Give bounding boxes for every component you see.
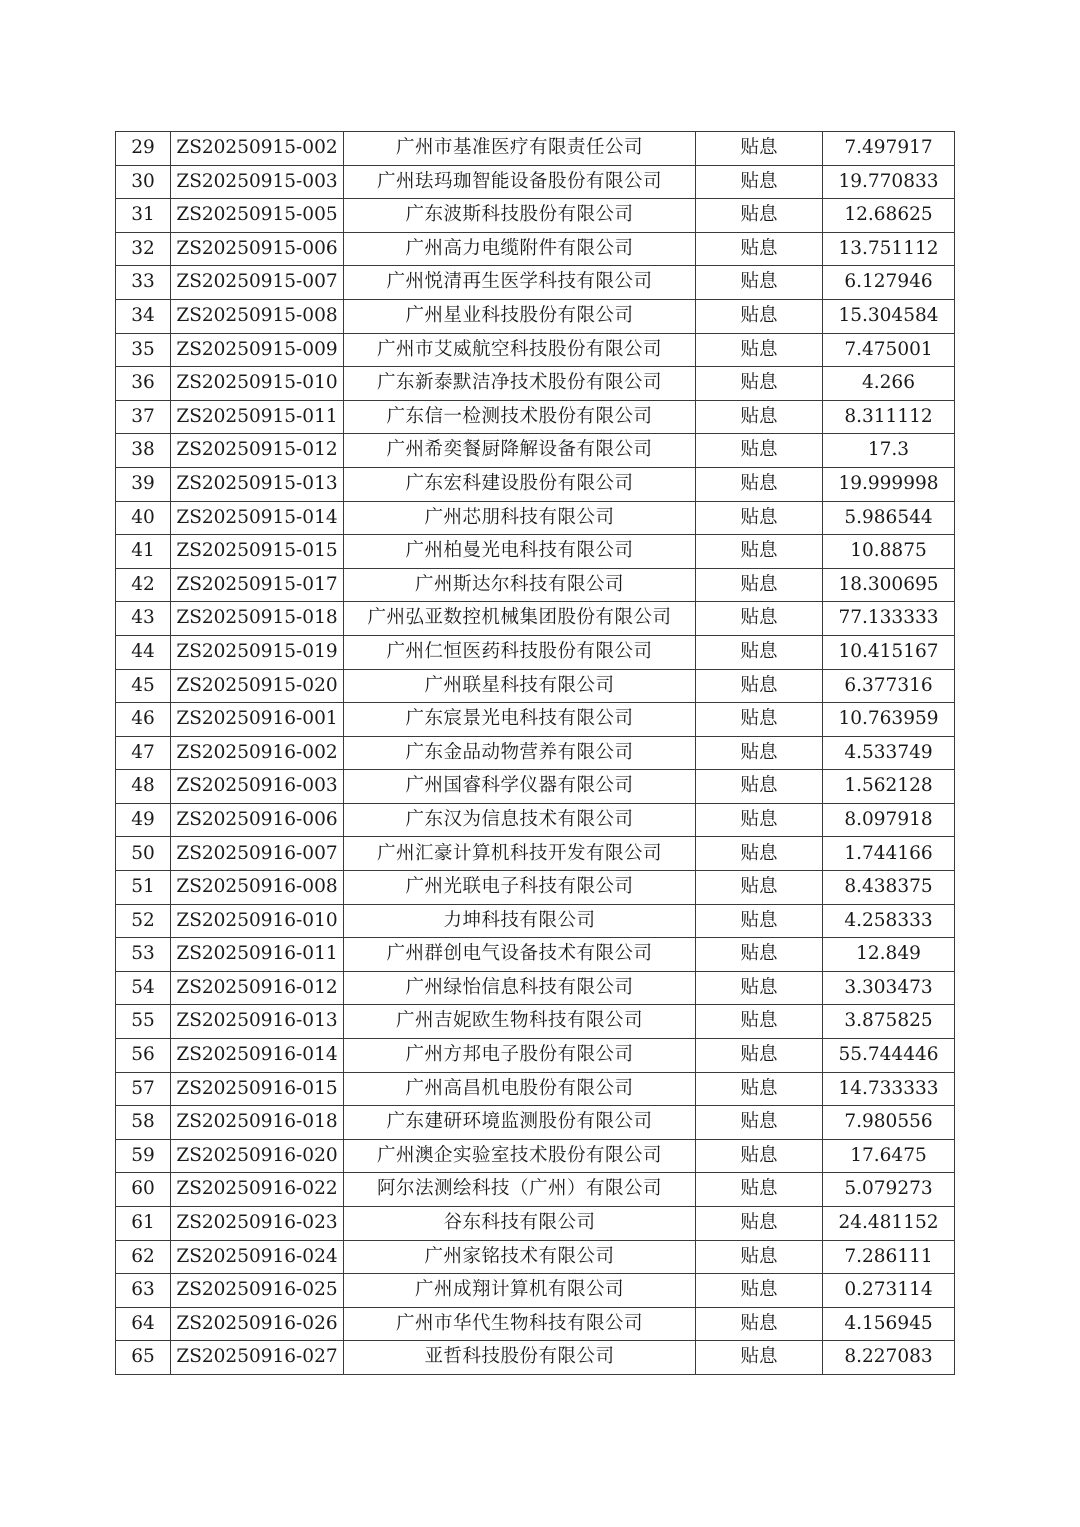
table-row xyxy=(116,602,955,636)
amount-cell: 8.438375 xyxy=(823,871,955,905)
project-code-cell: ZS20250915-007 xyxy=(171,266,344,300)
table-row xyxy=(116,1207,955,1241)
row-number-cell: 44 xyxy=(116,635,171,669)
row-number-cell: 31 xyxy=(116,199,171,233)
table-row xyxy=(116,266,955,300)
project-code-cell: ZS20250915-002 xyxy=(171,132,344,166)
subsidy-type-cell: 贴息 xyxy=(696,367,823,401)
row-number-cell: 64 xyxy=(116,1307,171,1341)
subsidy-type-cell: 贴息 xyxy=(696,165,823,199)
subsidy-type-cell: 贴息 xyxy=(696,1307,823,1341)
row-number-cell: 52 xyxy=(116,904,171,938)
subsidy-type-cell: 贴息 xyxy=(696,467,823,501)
table-row xyxy=(116,1106,955,1140)
subsidy-type-cell: 贴息 xyxy=(696,232,823,266)
subsidy-type-cell: 贴息 xyxy=(696,669,823,703)
subsidy-type-cell: 贴息 xyxy=(696,1207,823,1241)
project-code-cell: ZS20250915-017 xyxy=(171,568,344,602)
amount-cell: 55.744446 xyxy=(823,1039,955,1073)
table-row xyxy=(116,904,955,938)
project-code-cell: ZS20250916-011 xyxy=(171,938,344,972)
company-name-cell: 广州星业科技股份有限公司 xyxy=(344,299,696,333)
row-number-cell: 49 xyxy=(116,803,171,837)
table-row xyxy=(116,703,955,737)
row-number-cell: 42 xyxy=(116,568,171,602)
table-body xyxy=(116,132,955,1375)
subsidy-type-cell: 贴息 xyxy=(696,1039,823,1073)
project-code-cell: ZS20250916-020 xyxy=(171,1139,344,1173)
subsidy-type-cell: 贴息 xyxy=(696,938,823,972)
amount-cell: 10.8875 xyxy=(823,535,955,569)
table-row xyxy=(116,367,955,401)
amount-cell: 4.258333 xyxy=(823,904,955,938)
amount-cell: 7.497917 xyxy=(823,132,955,166)
table-row xyxy=(116,299,955,333)
company-name-cell: 谷东科技有限公司 xyxy=(344,1207,696,1241)
amount-cell: 7.475001 xyxy=(823,333,955,367)
company-name-cell: 广东信一检测技术股份有限公司 xyxy=(344,400,696,434)
subsidy-type-cell: 贴息 xyxy=(696,703,823,737)
table-row xyxy=(116,1307,955,1341)
table-row xyxy=(116,165,955,199)
amount-cell: 7.286111 xyxy=(823,1240,955,1274)
table-row xyxy=(116,1139,955,1173)
company-name-cell: 广州市艾威航空科技股份有限公司 xyxy=(344,333,696,367)
project-code-cell: ZS20250916-001 xyxy=(171,703,344,737)
row-number-cell: 32 xyxy=(116,232,171,266)
company-name-cell: 广州吉妮欧生物科技有限公司 xyxy=(344,1005,696,1039)
project-code-cell: ZS20250915-009 xyxy=(171,333,344,367)
table-row xyxy=(116,1274,955,1308)
company-name-cell: 广州澳企实验室技术股份有限公司 xyxy=(344,1139,696,1173)
amount-cell: 24.481152 xyxy=(823,1207,955,1241)
company-name-cell: 广州家铭技术有限公司 xyxy=(344,1240,696,1274)
amount-cell: 14.733333 xyxy=(823,1072,955,1106)
project-code-cell: ZS20250915-006 xyxy=(171,232,344,266)
subsidy-type-cell: 贴息 xyxy=(696,904,823,938)
company-name-cell: 广东建研环境监测股份有限公司 xyxy=(344,1106,696,1140)
company-name-cell: 广东金品动物营养有限公司 xyxy=(344,736,696,770)
project-code-cell: ZS20250916-013 xyxy=(171,1005,344,1039)
amount-cell: 17.6475 xyxy=(823,1139,955,1173)
row-number-cell: 53 xyxy=(116,938,171,972)
subsidy-type-cell: 贴息 xyxy=(696,1005,823,1039)
company-name-cell: 广州群创电气设备技术有限公司 xyxy=(344,938,696,972)
table-row xyxy=(116,938,955,972)
project-code-cell: ZS20250916-012 xyxy=(171,971,344,1005)
amount-cell: 6.377316 xyxy=(823,669,955,703)
subsidy-type-cell: 贴息 xyxy=(696,535,823,569)
row-number-cell: 59 xyxy=(116,1139,171,1173)
amount-cell: 4.266 xyxy=(823,367,955,401)
project-code-cell: ZS20250915-011 xyxy=(171,400,344,434)
subsidy-type-cell: 贴息 xyxy=(696,1341,823,1375)
amount-cell: 3.303473 xyxy=(823,971,955,1005)
table-row xyxy=(116,770,955,804)
project-code-cell: ZS20250916-014 xyxy=(171,1039,344,1073)
project-code-cell: ZS20250915-020 xyxy=(171,669,344,703)
subsidy-type-cell: 贴息 xyxy=(696,1072,823,1106)
subsidy-type-cell: 贴息 xyxy=(696,199,823,233)
table-row xyxy=(116,333,955,367)
table-row xyxy=(116,501,955,535)
company-name-cell: 广东汉为信息技术有限公司 xyxy=(344,803,696,837)
row-number-cell: 38 xyxy=(116,434,171,468)
project-code-cell: ZS20250916-007 xyxy=(171,837,344,871)
subsidy-type-cell: 贴息 xyxy=(696,1274,823,1308)
company-name-cell: 广东波斯科技股份有限公司 xyxy=(344,199,696,233)
amount-cell: 13.751112 xyxy=(823,232,955,266)
table-row xyxy=(116,635,955,669)
amount-cell: 1.744166 xyxy=(823,837,955,871)
company-name-cell: 广州仁恒医药科技股份有限公司 xyxy=(344,635,696,669)
amount-cell: 15.304584 xyxy=(823,299,955,333)
company-name-cell: 广州柏曼光电科技有限公司 xyxy=(344,535,696,569)
company-name-cell: 广东新泰默洁净技术股份有限公司 xyxy=(344,367,696,401)
row-number-cell: 57 xyxy=(116,1072,171,1106)
subsidy-type-cell: 贴息 xyxy=(696,266,823,300)
company-name-cell: 广州市基准医疗有限责任公司 xyxy=(344,132,696,166)
subsidy-type-cell: 贴息 xyxy=(696,333,823,367)
amount-cell: 8.311112 xyxy=(823,400,955,434)
project-code-cell: ZS20250916-026 xyxy=(171,1307,344,1341)
company-name-cell: 广州悦清再生医学科技有限公司 xyxy=(344,266,696,300)
subsidy-type-cell: 贴息 xyxy=(696,132,823,166)
company-name-cell: 广东宸景光电科技有限公司 xyxy=(344,703,696,737)
row-number-cell: 51 xyxy=(116,871,171,905)
amount-cell: 18.300695 xyxy=(823,568,955,602)
amount-cell: 10.763959 xyxy=(823,703,955,737)
row-number-cell: 45 xyxy=(116,669,171,703)
project-code-cell: ZS20250916-025 xyxy=(171,1274,344,1308)
project-code-cell: ZS20250916-023 xyxy=(171,1207,344,1241)
project-code-cell: ZS20250915-003 xyxy=(171,165,344,199)
table-row xyxy=(116,871,955,905)
row-number-cell: 39 xyxy=(116,467,171,501)
subsidy-type-cell: 贴息 xyxy=(696,1173,823,1207)
project-code-cell: ZS20250916-022 xyxy=(171,1173,344,1207)
table-row xyxy=(116,199,955,233)
table-row xyxy=(116,132,955,166)
project-code-cell: ZS20250916-010 xyxy=(171,904,344,938)
company-name-cell: 广州方邦电子股份有限公司 xyxy=(344,1039,696,1073)
row-number-cell: 47 xyxy=(116,736,171,770)
company-name-cell: 广州珐玛珈智能设备股份有限公司 xyxy=(344,165,696,199)
subsidy-type-cell: 贴息 xyxy=(696,971,823,1005)
subsidy-type-cell: 贴息 xyxy=(696,501,823,535)
amount-cell: 6.127946 xyxy=(823,266,955,300)
project-code-cell: ZS20250915-019 xyxy=(171,635,344,669)
project-code-cell: ZS20250915-010 xyxy=(171,367,344,401)
company-name-cell: 广州弘亚数控机械集团股份有限公司 xyxy=(344,602,696,636)
subsidy-type-cell: 贴息 xyxy=(696,602,823,636)
row-number-cell: 65 xyxy=(116,1341,171,1375)
table-row xyxy=(116,1173,955,1207)
row-number-cell: 40 xyxy=(116,501,171,535)
company-name-cell: 广州光联电子科技有限公司 xyxy=(344,871,696,905)
row-number-cell: 50 xyxy=(116,837,171,871)
amount-cell: 19.770833 xyxy=(823,165,955,199)
amount-cell: 77.133333 xyxy=(823,602,955,636)
row-number-cell: 61 xyxy=(116,1207,171,1241)
project-code-cell: ZS20250915-014 xyxy=(171,501,344,535)
project-code-cell: ZS20250916-003 xyxy=(171,770,344,804)
project-code-cell: ZS20250915-012 xyxy=(171,434,344,468)
project-code-cell: ZS20250915-005 xyxy=(171,199,344,233)
row-number-cell: 58 xyxy=(116,1106,171,1140)
amount-cell: 4.156945 xyxy=(823,1307,955,1341)
row-number-cell: 48 xyxy=(116,770,171,804)
row-number-cell: 29 xyxy=(116,132,171,166)
subsidy-type-cell: 贴息 xyxy=(696,1139,823,1173)
amount-cell: 1.562128 xyxy=(823,770,955,804)
project-code-cell: ZS20250916-008 xyxy=(171,871,344,905)
row-number-cell: 46 xyxy=(116,703,171,737)
table-row xyxy=(116,669,955,703)
subsidy-type-cell: 贴息 xyxy=(696,837,823,871)
subsidy-type-cell: 贴息 xyxy=(696,871,823,905)
subsidy-type-cell: 贴息 xyxy=(696,1106,823,1140)
table-row xyxy=(116,971,955,1005)
amount-cell: 5.986544 xyxy=(823,501,955,535)
company-name-cell: 广州联星科技有限公司 xyxy=(344,669,696,703)
table-row xyxy=(116,434,955,468)
amount-cell: 8.097918 xyxy=(823,803,955,837)
subsidy-type-cell: 贴息 xyxy=(696,635,823,669)
table-row xyxy=(116,467,955,501)
row-number-cell: 33 xyxy=(116,266,171,300)
row-number-cell: 60 xyxy=(116,1173,171,1207)
amount-cell: 3.875825 xyxy=(823,1005,955,1039)
amount-cell: 5.079273 xyxy=(823,1173,955,1207)
subsidy-type-cell: 贴息 xyxy=(696,400,823,434)
company-name-cell: 广州市华代生物科技有限公司 xyxy=(344,1307,696,1341)
amount-cell: 7.980556 xyxy=(823,1106,955,1140)
subsidy-type-cell: 贴息 xyxy=(696,736,823,770)
amount-cell: 10.415167 xyxy=(823,635,955,669)
row-number-cell: 41 xyxy=(116,535,171,569)
table-row xyxy=(116,1072,955,1106)
table-row xyxy=(116,1039,955,1073)
project-code-cell: ZS20250916-018 xyxy=(171,1106,344,1140)
row-number-cell: 36 xyxy=(116,367,171,401)
row-number-cell: 56 xyxy=(116,1039,171,1073)
project-code-cell: ZS20250915-008 xyxy=(171,299,344,333)
amount-cell: 12.849 xyxy=(823,938,955,972)
row-number-cell: 37 xyxy=(116,400,171,434)
amount-cell: 4.533749 xyxy=(823,736,955,770)
subsidy-type-cell: 贴息 xyxy=(696,299,823,333)
project-code-cell: ZS20250915-015 xyxy=(171,535,344,569)
row-number-cell: 62 xyxy=(116,1240,171,1274)
company-name-cell: 广州芯朋科技有限公司 xyxy=(344,501,696,535)
subsidy-type-cell: 贴息 xyxy=(696,803,823,837)
table-row xyxy=(116,1240,955,1274)
project-code-cell: ZS20250916-024 xyxy=(171,1240,344,1274)
subsidy-type-cell: 贴息 xyxy=(696,770,823,804)
row-number-cell: 43 xyxy=(116,602,171,636)
table-row xyxy=(116,232,955,266)
project-code-cell: ZS20250916-006 xyxy=(171,803,344,837)
company-name-cell: 广州汇豪计算机科技开发有限公司 xyxy=(344,837,696,871)
row-number-cell: 54 xyxy=(116,971,171,1005)
table-row xyxy=(116,400,955,434)
project-code-cell: ZS20250915-013 xyxy=(171,467,344,501)
company-name-cell: 广州希奕餐厨降解设备有限公司 xyxy=(344,434,696,468)
subsidy-table xyxy=(115,131,955,1375)
company-name-cell: 广州斯达尔科技有限公司 xyxy=(344,568,696,602)
amount-cell: 12.68625 xyxy=(823,199,955,233)
row-number-cell: 30 xyxy=(116,165,171,199)
subsidy-type-cell: 贴息 xyxy=(696,1240,823,1274)
row-number-cell: 34 xyxy=(116,299,171,333)
subsidy-type-cell: 贴息 xyxy=(696,434,823,468)
project-code-cell: ZS20250915-018 xyxy=(171,602,344,636)
company-name-cell: 广州绿怡信息科技有限公司 xyxy=(344,971,696,1005)
company-name-cell: 亚哲科技股份有限公司 xyxy=(344,1341,696,1375)
table-row xyxy=(116,736,955,770)
table-row xyxy=(116,568,955,602)
row-number-cell: 55 xyxy=(116,1005,171,1039)
row-number-cell: 63 xyxy=(116,1274,171,1308)
company-name-cell: 广州高昌机电股份有限公司 xyxy=(344,1072,696,1106)
company-name-cell: 广州高力电缆附件有限公司 xyxy=(344,232,696,266)
table-row xyxy=(116,837,955,871)
subsidy-type-cell: 贴息 xyxy=(696,568,823,602)
amount-cell: 8.227083 xyxy=(823,1341,955,1375)
project-code-cell: ZS20250916-002 xyxy=(171,736,344,770)
project-code-cell: ZS20250916-015 xyxy=(171,1072,344,1106)
row-number-cell: 35 xyxy=(116,333,171,367)
table-row xyxy=(116,535,955,569)
table-row xyxy=(116,1341,955,1375)
table-row xyxy=(116,1005,955,1039)
amount-cell: 17.3 xyxy=(823,434,955,468)
company-name-cell: 广州成翔计算机有限公司 xyxy=(344,1274,696,1308)
table-row xyxy=(116,803,955,837)
amount-cell: 0.273114 xyxy=(823,1274,955,1308)
company-name-cell: 广东宏科建设股份有限公司 xyxy=(344,467,696,501)
amount-cell: 19.999998 xyxy=(823,467,955,501)
company-name-cell: 力坤科技有限公司 xyxy=(344,904,696,938)
company-name-cell: 阿尔法测绘科技（广州）有限公司 xyxy=(344,1173,696,1207)
project-code-cell: ZS20250916-027 xyxy=(171,1341,344,1375)
company-name-cell: 广州国睿科学仪器有限公司 xyxy=(344,770,696,804)
